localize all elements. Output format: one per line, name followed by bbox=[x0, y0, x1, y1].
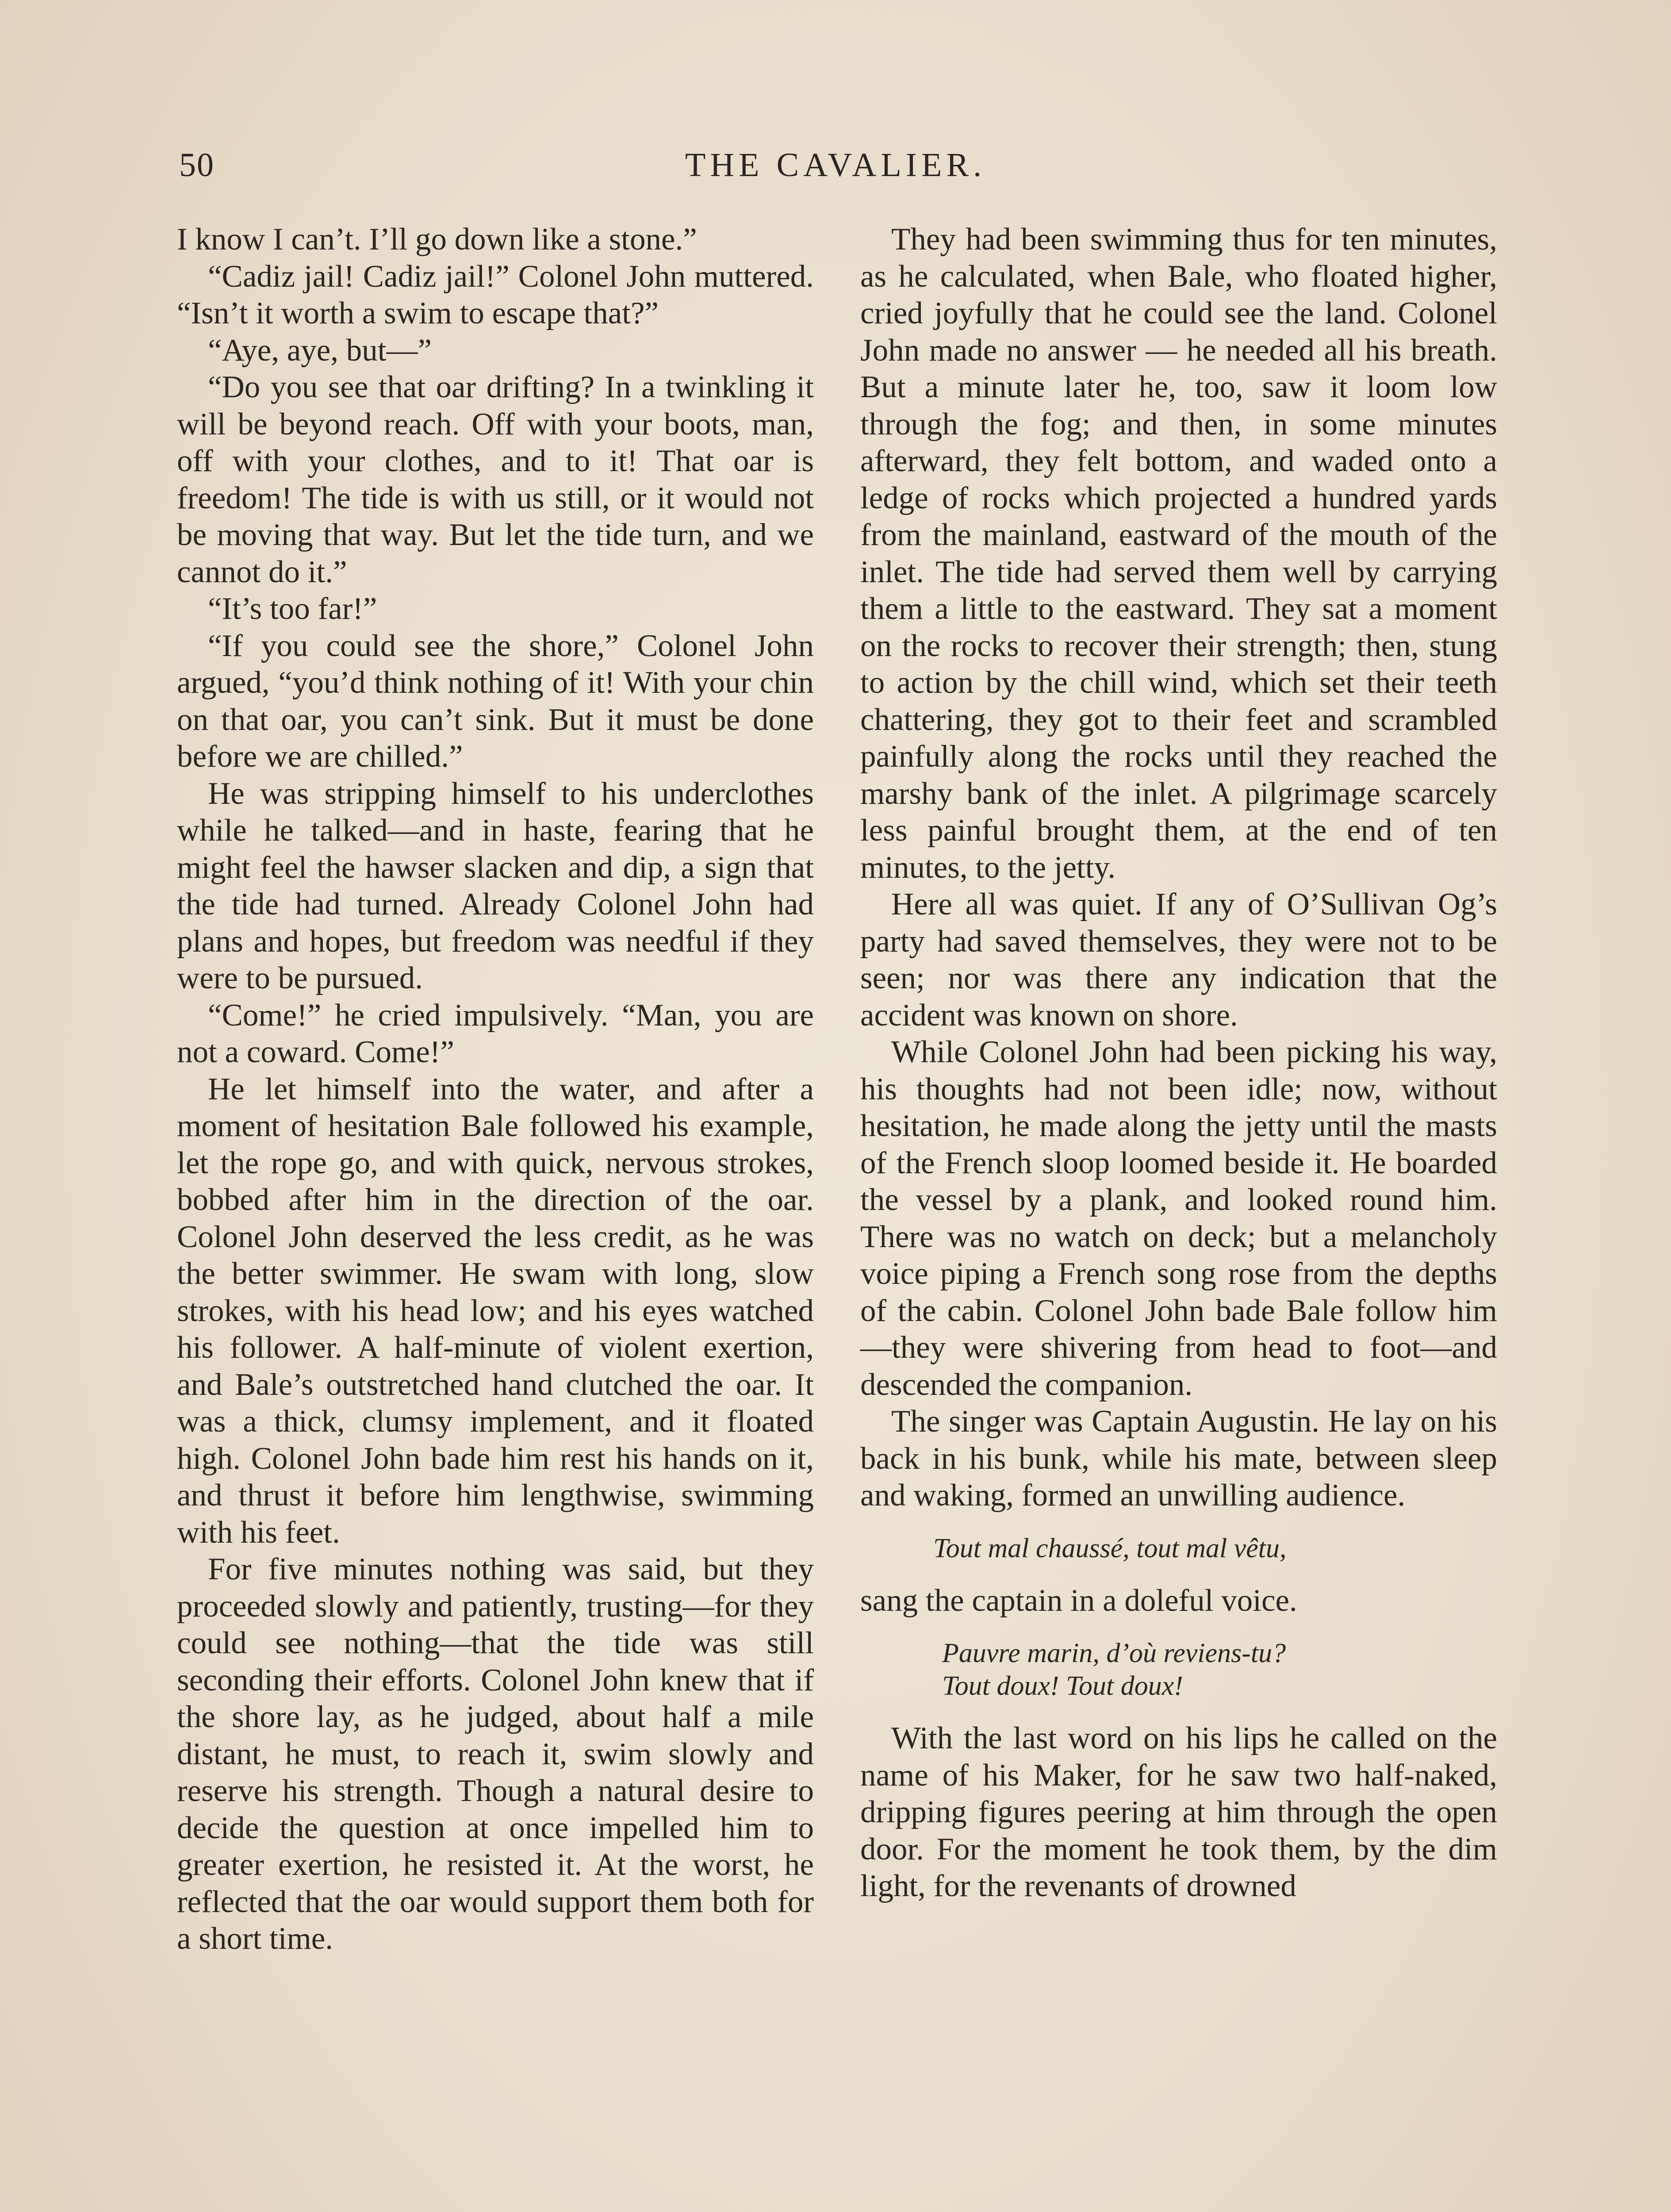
paragraph: Here all was quiet. If any of O’Sullivan Og’s party had saved themselves, they were not to be seen; nor was there any indication that the accident was known on shore. bbox=[860, 887, 1497, 1033]
running-head: THE CAVALIER. bbox=[685, 146, 986, 184]
paragraph: They had been swimming thus for ten minutes, as he calculated, when Bale, who floated higher, cried joyfully that he could see the land. Colonel John made no answer — he needed all his breath. But a minute later he, too, saw it loom low through the fog; and then, in some minutes afterward, they felt bottom, and waded onto a ledge of rocks which projected a hundred yards from the mainland, eastward of the mouth of the inlet. The tide had served them well by carrying them a little to the eastward. They sat a moment on the rocks to recover their strength; then, stung to action by the chill wind, which set their teeth chattering, they got to their feet and scrambled painfully along the rocks until they reached the marshy bank of the inlet. A pilgrimage scarcely less painful brought them, at the end of ten minutes, to the jetty. bbox=[860, 222, 1497, 885]
paragraph: The singer was Captain Augustin. He lay on his back in his bunk, while his mate, between sleep and waking, formed an unwilling audience. bbox=[860, 1404, 1497, 1513]
paragraph: sang the captain in a doleful voice. bbox=[860, 1583, 1297, 1618]
paragraph: “If you could see the shore,” Colonel John argued, “you’d think nothing of it! With your chin on that oar, you can’t sink. But it must be done before we are chilled.” bbox=[177, 628, 814, 774]
paragraph: “Come!” he cried impulsively. “Man, you are not a coward. Come!” bbox=[177, 998, 814, 1069]
page-number: 50 bbox=[179, 146, 215, 184]
paragraph: “Aye, aye, but—” bbox=[208, 333, 432, 368]
paragraph: “Cadiz jail! Cadiz jail!” Colonel John muttered. “Isn’t it worth a swim to escape that?” bbox=[177, 259, 814, 330]
paragraph: With the last word on his lips he called on the name of his Maker, for he saw two half-naked, dripping figures peering at him through the open door. For the moment he took them, by the dim light, for the revenants of drowned bbox=[860, 1721, 1497, 1903]
paragraph: “It’s too far!” bbox=[208, 591, 377, 626]
paragraph: He was stripping himself to his underclothes while he talked—and in haste, fearing that he might feel the hawser slacken and dip, a sign that the tide had turned. Already Colonel John had plans and hopes, but freedom was needful if they were to be pursued. bbox=[177, 776, 814, 995]
song-verse: Tout mal chaussé, tout mal vêtu, bbox=[933, 1533, 1287, 1563]
song-verse: Pauvre marin, d’où reviens-tu? Tout doux! Tout doux! bbox=[942, 1638, 1286, 1701]
paragraph: While Colonel John had been picking his way, his thoughts had not been idle; now, without hesitation, he made along the jetty until the masts of the French sloop loomed beside it. He boarded the vessel by a plank, and looked round him. There was no watch on deck; but a melancholy voice piping a French song rose from the depths of the cabin. Colonel John bade Bale follow him—they were shivering from head to foot—and descended the companion. bbox=[860, 1035, 1497, 1402]
right-column bbox=[860, 221, 1497, 1905]
paragraph: I know I can’t. I’ll go down like a stone.” bbox=[177, 222, 697, 257]
paragraph: For five minutes nothing was said, but they proceeded slowly and patiently, trusting—for they could see nothing—that the tide was still seconding their efforts. Colonel John knew that if the shore lay, as he judged, about half a mile distant, he must, to reach it, swim slowly and reserve his strength. Though a natural desire to decide the question at once impelled him to greater exertion, he resisted it. At the worst, he reflected that the oar would support them both for a short time. bbox=[177, 1552, 814, 1956]
paragraph: He let himself into the water, and after a moment of hesitation Bale followed his example, let the rope go, and with quick, nervous strokes, bobbed after him in the direction of the oar. Colonel John deserved the less credit, as he was the better swimmer. He swam with long, slow strokes, with his head low; and his eyes watched his follower. A half-minute of violent exertion, and Bale’s outstretched hand clutched the oar. It was a thick, clumsy implement, and it floated high. Colonel John bade him rest his hands on it, and thrust it before him lengthwise, swimming with his feet. bbox=[177, 1071, 814, 1550]
left-column bbox=[177, 221, 814, 1958]
paragraph: “Do you see that oar drifting? In a twinkling it will be beyond reach. Off with your boots, man, off with your clothes, and to it! That oar is freedom! The tide is with us still, or it would not be moving that way. But let the tide turn, and we cannot do it.” bbox=[177, 370, 814, 589]
